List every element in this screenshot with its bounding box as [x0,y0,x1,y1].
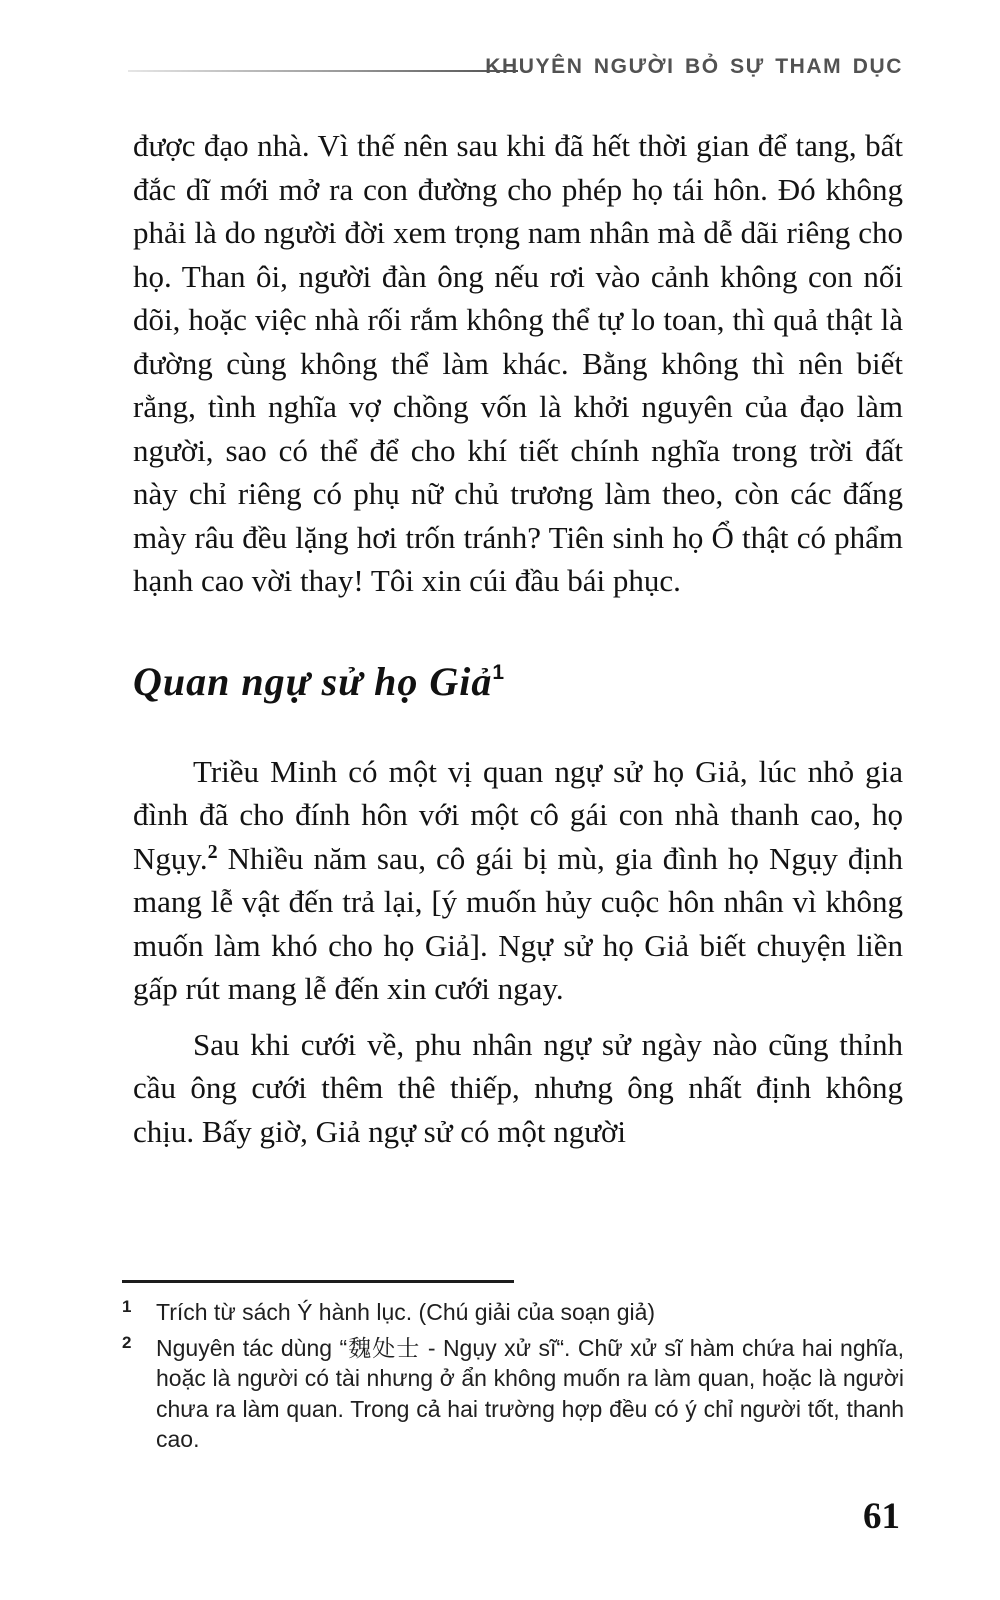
footnote-1-text: Trích từ sách Ý hành lục. (Chú giải của soạn giả) [156,1299,656,1325]
page-number: 61 [863,1496,900,1537]
section-heading-text: Quan ngự sử họ Giả [133,658,493,704]
paragraph-2-text-a: Triều Minh có một vị quan ngự sử họ Giả, lúc nhỏ gia đình đã cho đính hôn với một cô gái con nhà thanh cao, họ Ngụy. [133,753,903,876]
footnote-1 [122,1292,904,1328]
footnote-2 [122,1328,904,1455]
body-paragraph-2 [133,750,903,1011]
section-heading [133,649,903,706]
paragraph-2-footnote-ref: 2 [207,840,218,863]
footnotes-section [122,1280,904,1455]
footnote-2-ref: 2 [122,1332,132,1352]
running-header-title: KHUYÊN NGƯỜI BỎ SỰ THAM DỤC [485,55,903,78]
body-paragraph-1: được đạo nhà. Vì thế nên sau khi đã hết thời gian để tang, bất đắc dĩ mới mở ra con đường cho phép họ tái hôn. Đó không phải là do người đời xem trọng nam nhân mà dễ dãi riêng cho họ. Than ôi, người đàn ông nếu rơi vào cảnh không con nối dõi, hoặc việc nhà rối rắm không thể tự lo toan, thì quả thật là đường cùng không thể làm khác. Bằng không thì nên biết rằng, tình nghĩa vợ chồng vốn là khởi nguyên của đạo làm người, sao có thể để cho khí tiết chính nghĩa trong trời đất này chỉ riêng có phụ nữ chủ trương làm theo, còn các đấng mày râu đều lặng hơi trốn tránh? Tiên sinh họ Ổ thật có phẩm hạnh cao vời thay! Tôi xin cúi đầu bái phục. [133,128,903,598]
footnote-separator-rule [122,1280,514,1283]
body-paragraph-3: Sau khi cưới về, phu nhân ngự sử ngày nào cũng thỉnh cầu ông cưới thêm thê thiếp, nhưng ông nhất định không chịu. Bấy giờ, Giả ngự sử có một người [133,1026,903,1149]
section-heading-footnote-ref: 1 [492,660,505,684]
page-body [133,124,903,1153]
footnote-2-text: Nguyên tác dùng “魏处士 - Ngụy xử sĩ“. Chữ xử sĩ hàm chứa hai nghĩa, hoặc là người có tài nhưng ở ẩn không muốn ra làm quan, hoặc là người chưa ra làm quan. Trong cả hai trường hợp đều có ý chỉ người tốt, thanh cao. [156,1334,904,1452]
paragraph-2-text-b: Nhiều năm sau, cô gái bị mù, gia đình họ Ngụy định mang lễ vật đến trả lại, [ý muốn hủy cuộc hôn nhân vì không muốn làm khó cho họ Giả]. Ngự sử họ Giả biết chuyện liền gấp rút mang lễ đến xin cưới ngay. [133,840,903,1006]
footnote-1-ref: 1 [122,1297,132,1316]
header-rule [128,70,518,72]
